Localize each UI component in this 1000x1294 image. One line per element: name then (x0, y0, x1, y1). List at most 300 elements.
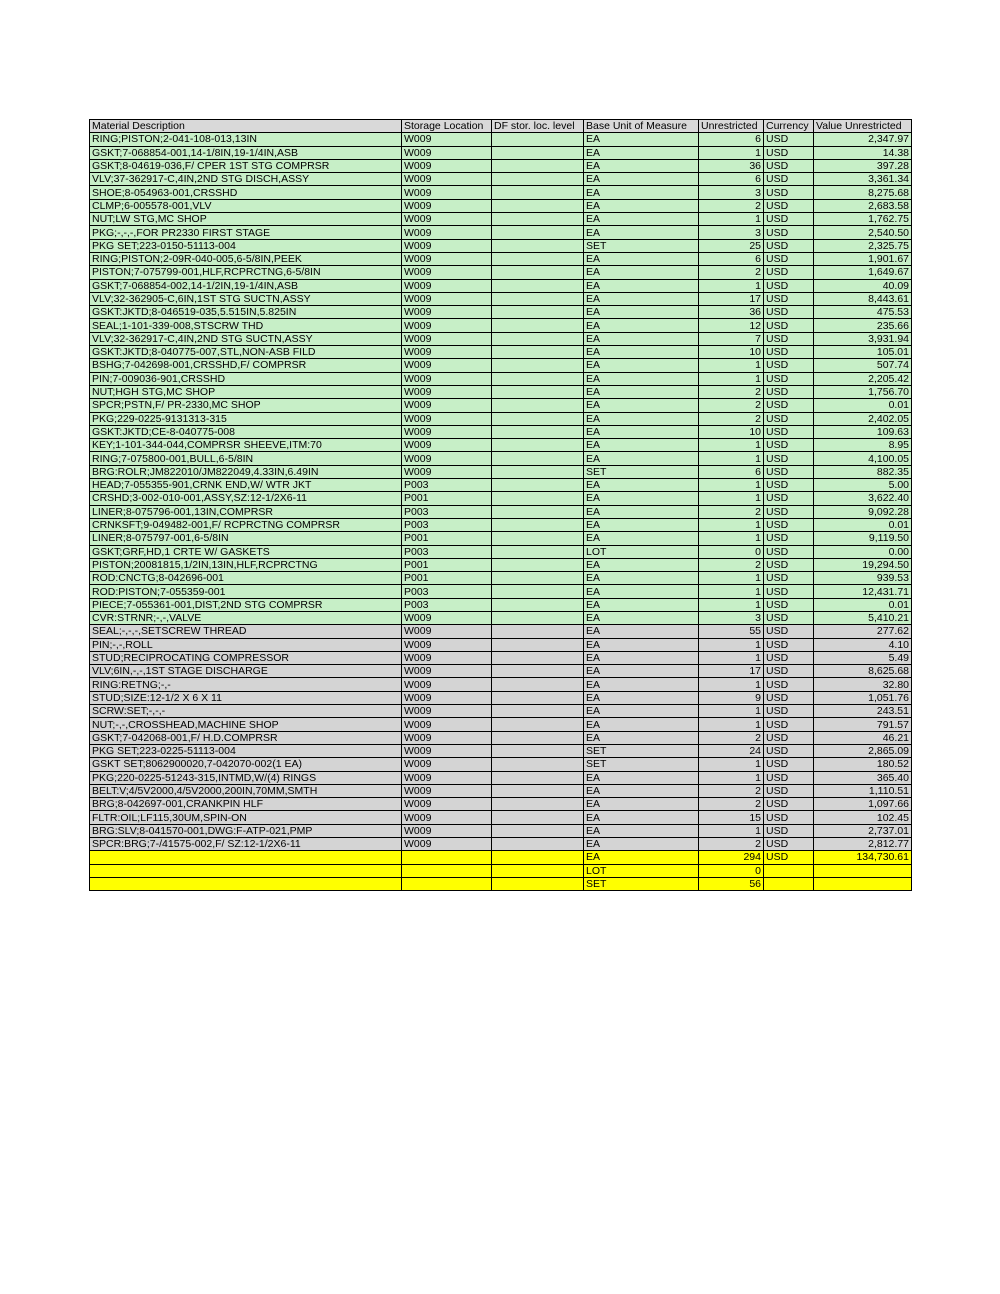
cell-df-stor-loc-level (492, 798, 584, 811)
inventory-table (89, 119, 912, 891)
cell-base-unit: EA (584, 532, 699, 545)
cell-unrestricted: 1 (699, 758, 764, 771)
cell-df-stor-loc-level (492, 611, 584, 624)
cell-value-unrestricted: 3,622.40 (814, 492, 912, 505)
cell-base-unit: EA (584, 705, 699, 718)
table-row (90, 425, 912, 438)
cell-base-unit: EA (584, 319, 699, 332)
table-row (90, 545, 912, 558)
cell-df-stor-loc-level (492, 425, 584, 438)
cell-df-stor-loc-level (492, 346, 584, 359)
cell-currency: USD (764, 492, 814, 505)
cell-storage-location: P003 (402, 479, 492, 492)
cell-value-unrestricted: 8,275.68 (814, 186, 912, 199)
cell-value-unrestricted: 2,812.77 (814, 838, 912, 851)
cell-df-stor-loc-level (492, 851, 584, 864)
cell-currency: USD (764, 425, 814, 438)
cell-df-stor-loc-level (492, 758, 584, 771)
cell-material-description: NUT;LW STG,MC SHOP (90, 213, 402, 226)
cell-base-unit: EA (584, 798, 699, 811)
table-row (90, 479, 912, 492)
cell-currency: USD (764, 173, 814, 186)
cell-base-unit: EA (584, 518, 699, 531)
cell-unrestricted: 1 (699, 452, 764, 465)
cell-unrestricted: 2 (699, 784, 764, 797)
cell-value-unrestricted: 507.74 (814, 359, 912, 372)
cell-value-unrestricted: 3,931.94 (814, 332, 912, 345)
cell-unrestricted: 7 (699, 332, 764, 345)
cell-material-description: GSKT:JKTD;8-046519-035,5.515IN,5.825IN (90, 306, 402, 319)
table-row (90, 811, 912, 824)
table-row (90, 213, 912, 226)
cell-storage-location: W009 (402, 838, 492, 851)
cell-material-description: PISTON;7-075799-001,HLF,RCPRCTNG,6-5/8IN (90, 266, 402, 279)
cell-value-unrestricted: 14.38 (814, 146, 912, 159)
cell-storage-location: W009 (402, 691, 492, 704)
cell-storage-location: P001 (402, 558, 492, 571)
cell-unrestricted: 1 (699, 638, 764, 651)
cell-value-unrestricted: 180.52 (814, 758, 912, 771)
cell-currency: USD (764, 359, 814, 372)
cell-material-description: PKG;-,-,-,FOR PR2330 FIRST STAGE (90, 226, 402, 239)
cell-currency: USD (764, 731, 814, 744)
table-row (90, 798, 912, 811)
cell-storage-location: P003 (402, 505, 492, 518)
cell-unrestricted: 1 (699, 598, 764, 611)
cell-storage-location: W009 (402, 199, 492, 212)
cell-storage-location: W009 (402, 385, 492, 398)
cell-total-value (814, 877, 912, 890)
cell-storage-location: W009 (402, 718, 492, 731)
cell-value-unrestricted: 0.01 (814, 399, 912, 412)
cell-storage-location: W009 (402, 611, 492, 624)
cell-material-description: SEAL;1-101-339-008,STSCRW THD (90, 319, 402, 332)
cell-base-unit: EA (584, 572, 699, 585)
cell-df-stor-loc-level (492, 199, 584, 212)
cell-df-stor-loc-level (492, 678, 584, 691)
table-row (90, 598, 912, 611)
cell-material-description: BSHG;7-042698-001,CRSSHD,F/ COMPRSR (90, 359, 402, 372)
table-row (90, 492, 912, 505)
cell-base-unit: EA (584, 585, 699, 598)
cell-df-stor-loc-level (492, 292, 584, 305)
totals-row (90, 864, 912, 877)
cell-storage-location: W009 (402, 266, 492, 279)
cell-currency: USD (764, 479, 814, 492)
cell-unrestricted: 3 (699, 226, 764, 239)
cell-currency: USD (764, 319, 814, 332)
cell-value-unrestricted: 5,410.21 (814, 611, 912, 624)
table-row (90, 399, 912, 412)
cell-currency: USD (764, 771, 814, 784)
cell-df-stor-loc-level (492, 479, 584, 492)
cell-value-unrestricted: 1,051.76 (814, 691, 912, 704)
cell-unrestricted: 6 (699, 252, 764, 265)
cell-currency: USD (764, 505, 814, 518)
cell-df-stor-loc-level (492, 665, 584, 678)
cell-unrestricted: 1 (699, 572, 764, 585)
cell-unrestricted: 2 (699, 412, 764, 425)
cell-material-description: HEAD;7-055355-901,CRNK END,W/ WTR JKT (90, 479, 402, 492)
cell-currency: USD (764, 252, 814, 265)
header-row (90, 120, 912, 133)
cell-material-description: BRG;8-042697-001,CRANKPIN HLF (90, 798, 402, 811)
cell-unrestricted: 2 (699, 505, 764, 518)
cell-base-unit: EA (584, 173, 699, 186)
cell-df-stor-loc-level (492, 319, 584, 332)
cell-df-stor-loc-level (492, 239, 584, 252)
cell-base-unit: SET (584, 239, 699, 252)
cell-currency: USD (764, 824, 814, 837)
cell-base-unit: SET (584, 465, 699, 478)
table-row (90, 731, 912, 744)
cell-material-description: BELT:V;4/5V2000,4/5V2000,200IN,70MM,SMTH (90, 784, 402, 797)
cell-storage-location: W009 (402, 252, 492, 265)
cell-currency: USD (764, 611, 814, 624)
table-row (90, 585, 912, 598)
cell-unrestricted: 25 (699, 239, 764, 252)
cell-value-unrestricted: 19,294.50 (814, 558, 912, 571)
cell-storage-location: W009 (402, 226, 492, 239)
cell-material-description: LINER;8-075797-001,6-5/8IN (90, 532, 402, 545)
cell-df-stor-loc-level (492, 266, 584, 279)
cell-material-description: CLMP;6-005578-001,VLV (90, 199, 402, 212)
cell-df-stor-loc-level (492, 638, 584, 651)
cell-storage-location: W009 (402, 372, 492, 385)
totals-row (90, 851, 912, 864)
cell-unrestricted: 0 (699, 545, 764, 558)
table-row (90, 452, 912, 465)
cell-value-unrestricted: 2,540.50 (814, 226, 912, 239)
cell-base-unit: EA (584, 439, 699, 452)
table-row (90, 346, 912, 359)
cell-df-stor-loc-level (492, 372, 584, 385)
cell-value-unrestricted: 8.95 (814, 439, 912, 452)
cell-storage-location: W009 (402, 133, 492, 146)
cell-unrestricted: 6 (699, 465, 764, 478)
cell-storage-location: W009 (402, 279, 492, 292)
cell-value-unrestricted: 4.10 (814, 638, 912, 651)
cell-base-unit: EA (584, 718, 699, 731)
cell-storage-location: W009 (402, 705, 492, 718)
cell-storage-location: W009 (402, 159, 492, 172)
table-row (90, 611, 912, 624)
cell-base-unit: EA (584, 651, 699, 664)
cell-material-description: RING;PISTON;2-09R-040-005,6-5/8IN,PEEK (90, 252, 402, 265)
cell-unrestricted: 6 (699, 173, 764, 186)
cell-base-unit: EA (584, 359, 699, 372)
table-row (90, 279, 912, 292)
cell-material-description: GSKT;8-04619-036,F/ CPER 1ST STG COMPRSR (90, 159, 402, 172)
cell-value-unrestricted: 1,110.51 (814, 784, 912, 797)
cell-df-stor-loc-level (492, 625, 584, 638)
cell-unrestricted: 1 (699, 705, 764, 718)
cell-currency: USD (764, 159, 814, 172)
cell-unrestricted: 36 (699, 306, 764, 319)
cell-df-stor-loc-level (492, 824, 584, 837)
table-row (90, 718, 912, 731)
cell-material-description: PKG SET;223-0225-51113-004 (90, 744, 402, 757)
cell-material-description: GSKT SET;8062900020,7-042070-002(1 EA) (90, 758, 402, 771)
cell-storage-location: W009 (402, 332, 492, 345)
cell-df-stor-loc-level (492, 385, 584, 398)
cell-storage-location: W009 (402, 811, 492, 824)
cell-currency: USD (764, 718, 814, 731)
cell-value-unrestricted: 1,097.66 (814, 798, 912, 811)
cell-value-unrestricted: 2,402.05 (814, 412, 912, 425)
cell-value-unrestricted: 475.53 (814, 306, 912, 319)
cell-df-stor-loc-level (492, 252, 584, 265)
cell-unrestricted: 1 (699, 146, 764, 159)
cell-material-description: PIECE;7-055361-001,DIST,2ND STG COMPRSR (90, 598, 402, 611)
cell-df-stor-loc-level (492, 492, 584, 505)
col-header-storage-location: Storage Location (402, 120, 492, 133)
cell-unrestricted: 10 (699, 346, 764, 359)
cell-currency: USD (764, 146, 814, 159)
cell-value-unrestricted: 102.45 (814, 811, 912, 824)
cell-currency: USD (764, 226, 814, 239)
cell-unrestricted: 1 (699, 439, 764, 452)
cell-value-unrestricted: 2,737.01 (814, 824, 912, 837)
cell-unrestricted: 1 (699, 824, 764, 837)
cell-currency: USD (764, 811, 814, 824)
cell-df-stor-loc-level (492, 186, 584, 199)
cell-df-stor-loc-level (492, 838, 584, 851)
cell-currency: USD (764, 598, 814, 611)
cell-unrestricted: 55 (699, 625, 764, 638)
cell-storage-location: P003 (402, 598, 492, 611)
cell-currency: USD (764, 545, 814, 558)
cell-base-unit: EA (584, 611, 699, 624)
totals-row (90, 877, 912, 890)
cell-df-stor-loc-level (492, 585, 584, 598)
cell-storage-location: W009 (402, 678, 492, 691)
cell-df-stor-loc-level (492, 744, 584, 757)
cell-df-stor-loc-level (492, 146, 584, 159)
cell-value-unrestricted: 8,443.61 (814, 292, 912, 305)
cell-df-stor-loc-level (492, 731, 584, 744)
cell-value-unrestricted: 365.40 (814, 771, 912, 784)
cell-currency: USD (764, 346, 814, 359)
cell-value-unrestricted: 46.21 (814, 731, 912, 744)
cell-currency: USD (764, 372, 814, 385)
cell-storage-location: W009 (402, 306, 492, 319)
cell-df-stor-loc-level (492, 877, 584, 890)
cell-df-stor-loc-level (492, 505, 584, 518)
cell-base-unit: EA (584, 159, 699, 172)
cell-base-unit: EA (584, 186, 699, 199)
cell-unrestricted: 2 (699, 558, 764, 571)
cell-storage-location: P003 (402, 518, 492, 531)
cell-storage-location: W009 (402, 731, 492, 744)
cell-currency: USD (764, 558, 814, 571)
cell-storage-location: P003 (402, 585, 492, 598)
cell-material-description: GSKT;7-068854-002,14-1/2IN,19-1/4IN,ASB (90, 279, 402, 292)
cell-base-unit: EA (584, 678, 699, 691)
cell-material-description: GSKT:JKTD;CE-8-040775-008 (90, 425, 402, 438)
cell-unrestricted: 17 (699, 665, 764, 678)
cell-unrestricted: 1 (699, 771, 764, 784)
cell-base-unit: EA (584, 638, 699, 651)
cell-currency: USD (764, 266, 814, 279)
table-row (90, 638, 912, 651)
cell-storage-location: W009 (402, 771, 492, 784)
cell-base-unit: EA (584, 824, 699, 837)
cell-base-unit: EA (584, 385, 699, 398)
cell-material-description: GSKT;GRF,HD,1 CRTE W/ GASKETS (90, 545, 402, 558)
cell-currency: USD (764, 838, 814, 851)
table-body (90, 133, 912, 851)
table-row (90, 359, 912, 372)
cell-base-unit: EA (584, 252, 699, 265)
cell-df-stor-loc-level (492, 784, 584, 797)
cell-df-stor-loc-level (492, 279, 584, 292)
cell-storage-location: W009 (402, 824, 492, 837)
table-row (90, 439, 912, 452)
cell-value-unrestricted: 2,683.58 (814, 199, 912, 212)
cell-df-stor-loc-level (492, 718, 584, 731)
cell-base-unit: EA (584, 213, 699, 226)
cell-storage-location: W009 (402, 638, 492, 651)
cell-storage-location: W009 (402, 784, 492, 797)
table-row (90, 372, 912, 385)
cell-material-description: BRG:SLV;8-041570-001,DWG:F-ATP-021,PMP (90, 824, 402, 837)
cell-material-description: SEAL;-,-,-,SETSCREW THREAD (90, 625, 402, 638)
table-row (90, 252, 912, 265)
table-row (90, 412, 912, 425)
cell-storage-location: W009 (402, 213, 492, 226)
cell-unrestricted: 1 (699, 532, 764, 545)
cell-base-unit: EA (584, 279, 699, 292)
cell-currency: USD (764, 306, 814, 319)
cell-storage-location: W009 (402, 425, 492, 438)
cell-value-unrestricted: 32.80 (814, 678, 912, 691)
cell-df-stor-loc-level (492, 518, 584, 531)
cell-unrestricted: 3 (699, 611, 764, 624)
cell-base-unit: SET (584, 758, 699, 771)
cell-df-stor-loc-level (492, 213, 584, 226)
cell-currency: USD (764, 399, 814, 412)
table-row (90, 146, 912, 159)
cell-value-unrestricted: 12,431.71 (814, 585, 912, 598)
cell-value-unrestricted: 9,119.50 (814, 532, 912, 545)
cell-currency: USD (764, 213, 814, 226)
table-row (90, 651, 912, 664)
cell-storage-location: P001 (402, 532, 492, 545)
cell-base-unit: EA (584, 492, 699, 505)
cell-unrestricted: 12 (699, 319, 764, 332)
cell-currency: USD (764, 585, 814, 598)
col-header-material-description: Material Description (90, 120, 402, 133)
cell-storage-location: W009 (402, 292, 492, 305)
cell-material-description: GSKT:JKTD;8-040775-007,STL,NON-ASB FILD (90, 346, 402, 359)
cell-currency: USD (764, 199, 814, 212)
cell-df-stor-loc-level (492, 705, 584, 718)
cell-value-unrestricted: 882.35 (814, 465, 912, 478)
cell-material-description: SCRW:SET;-,-,- (90, 705, 402, 718)
cell-storage-location: W009 (402, 798, 492, 811)
cell-material-description: GSKT;7-068854-001,14-1/8IN,19-1/4IN,ASB (90, 146, 402, 159)
cell-base-unit: EA (584, 452, 699, 465)
cell-material-description: RING;7-075800-001,BULL,6-5/8IN (90, 452, 402, 465)
cell-material-description: PKG;229-0225-9131313-315 (90, 412, 402, 425)
cell-base-unit: EA (584, 372, 699, 385)
cell-material-description: CRNKSFT;9-049482-001,F/ RCPRCTNG COMPRSR (90, 518, 402, 531)
cell-base-unit: EA (584, 425, 699, 438)
cell-df-stor-loc-level (492, 811, 584, 824)
cell-base-unit: EA (584, 784, 699, 797)
cell-storage-location: P003 (402, 545, 492, 558)
cell-value-unrestricted: 105.01 (814, 346, 912, 359)
totals-body (90, 851, 912, 891)
cell-value-unrestricted: 1,756.70 (814, 385, 912, 398)
cell-unrestricted: 2 (699, 399, 764, 412)
cell-total-currency (764, 877, 814, 890)
cell-total-value: 134,730.61 (814, 851, 912, 864)
cell-total-quantity: 56 (699, 877, 764, 890)
cell-currency: USD (764, 332, 814, 345)
cell-storage-location: W009 (402, 651, 492, 664)
table-row (90, 824, 912, 837)
cell-storage-location: W009 (402, 758, 492, 771)
table-row (90, 744, 912, 757)
table-row (90, 572, 912, 585)
cell-value-unrestricted: 0.01 (814, 518, 912, 531)
cell-value-unrestricted: 3,361.34 (814, 173, 912, 186)
cell-storage-location: W009 (402, 319, 492, 332)
cell-df-stor-loc-level (492, 465, 584, 478)
cell-material-description: SPCR;PSTN,F/ PR-2330,MC SHOP (90, 399, 402, 412)
cell-value-unrestricted: 0.01 (814, 598, 912, 611)
cell-material-description: GSKT;7-042068-001,F/ H.D.COMPRSR (90, 731, 402, 744)
cell-storage-location: W009 (402, 186, 492, 199)
cell-currency: USD (764, 452, 814, 465)
cell-base-unit: EA (584, 346, 699, 359)
cell-total-quantity: 0 (699, 864, 764, 877)
cell-unrestricted: 1 (699, 479, 764, 492)
cell-unrestricted: 1 (699, 213, 764, 226)
cell-currency: USD (764, 412, 814, 425)
table-row (90, 625, 912, 638)
cell-currency: USD (764, 465, 814, 478)
cell-material-description: SPCR:BRG;7-/41575-002,F/ SZ:12-1/2X6-11 (90, 838, 402, 851)
cell-df-stor-loc-level (492, 173, 584, 186)
col-header-currency: Currency (764, 120, 814, 133)
cell-currency: USD (764, 292, 814, 305)
cell-currency: USD (764, 532, 814, 545)
table-row (90, 838, 912, 851)
cell-value-unrestricted: 1,762.75 (814, 213, 912, 226)
cell-material-description: ROD:PISTON;7-055359-001 (90, 585, 402, 598)
cell-storage-location: W009 (402, 665, 492, 678)
cell-base-unit: LOT (584, 545, 699, 558)
cell-base-unit: EA (584, 771, 699, 784)
cell-value-unrestricted: 9,092.28 (814, 505, 912, 518)
cell-value-unrestricted: 0.00 (814, 545, 912, 558)
cell-df-stor-loc-level (492, 133, 584, 146)
cell-value-unrestricted: 2,865.09 (814, 744, 912, 757)
cell-storage-location (402, 851, 492, 864)
cell-base-unit: EA (584, 505, 699, 518)
cell-material-description: SHOE;8-054963-001,CRSSHD (90, 186, 402, 199)
col-header-df-stor-loc-level: DF stor. loc. level (492, 120, 584, 133)
table-row (90, 532, 912, 545)
table-row (90, 518, 912, 531)
cell-storage-location: P001 (402, 492, 492, 505)
cell-value-unrestricted: 5.49 (814, 651, 912, 664)
cell-unrestricted: 17 (699, 292, 764, 305)
cell-storage-location: P001 (402, 572, 492, 585)
